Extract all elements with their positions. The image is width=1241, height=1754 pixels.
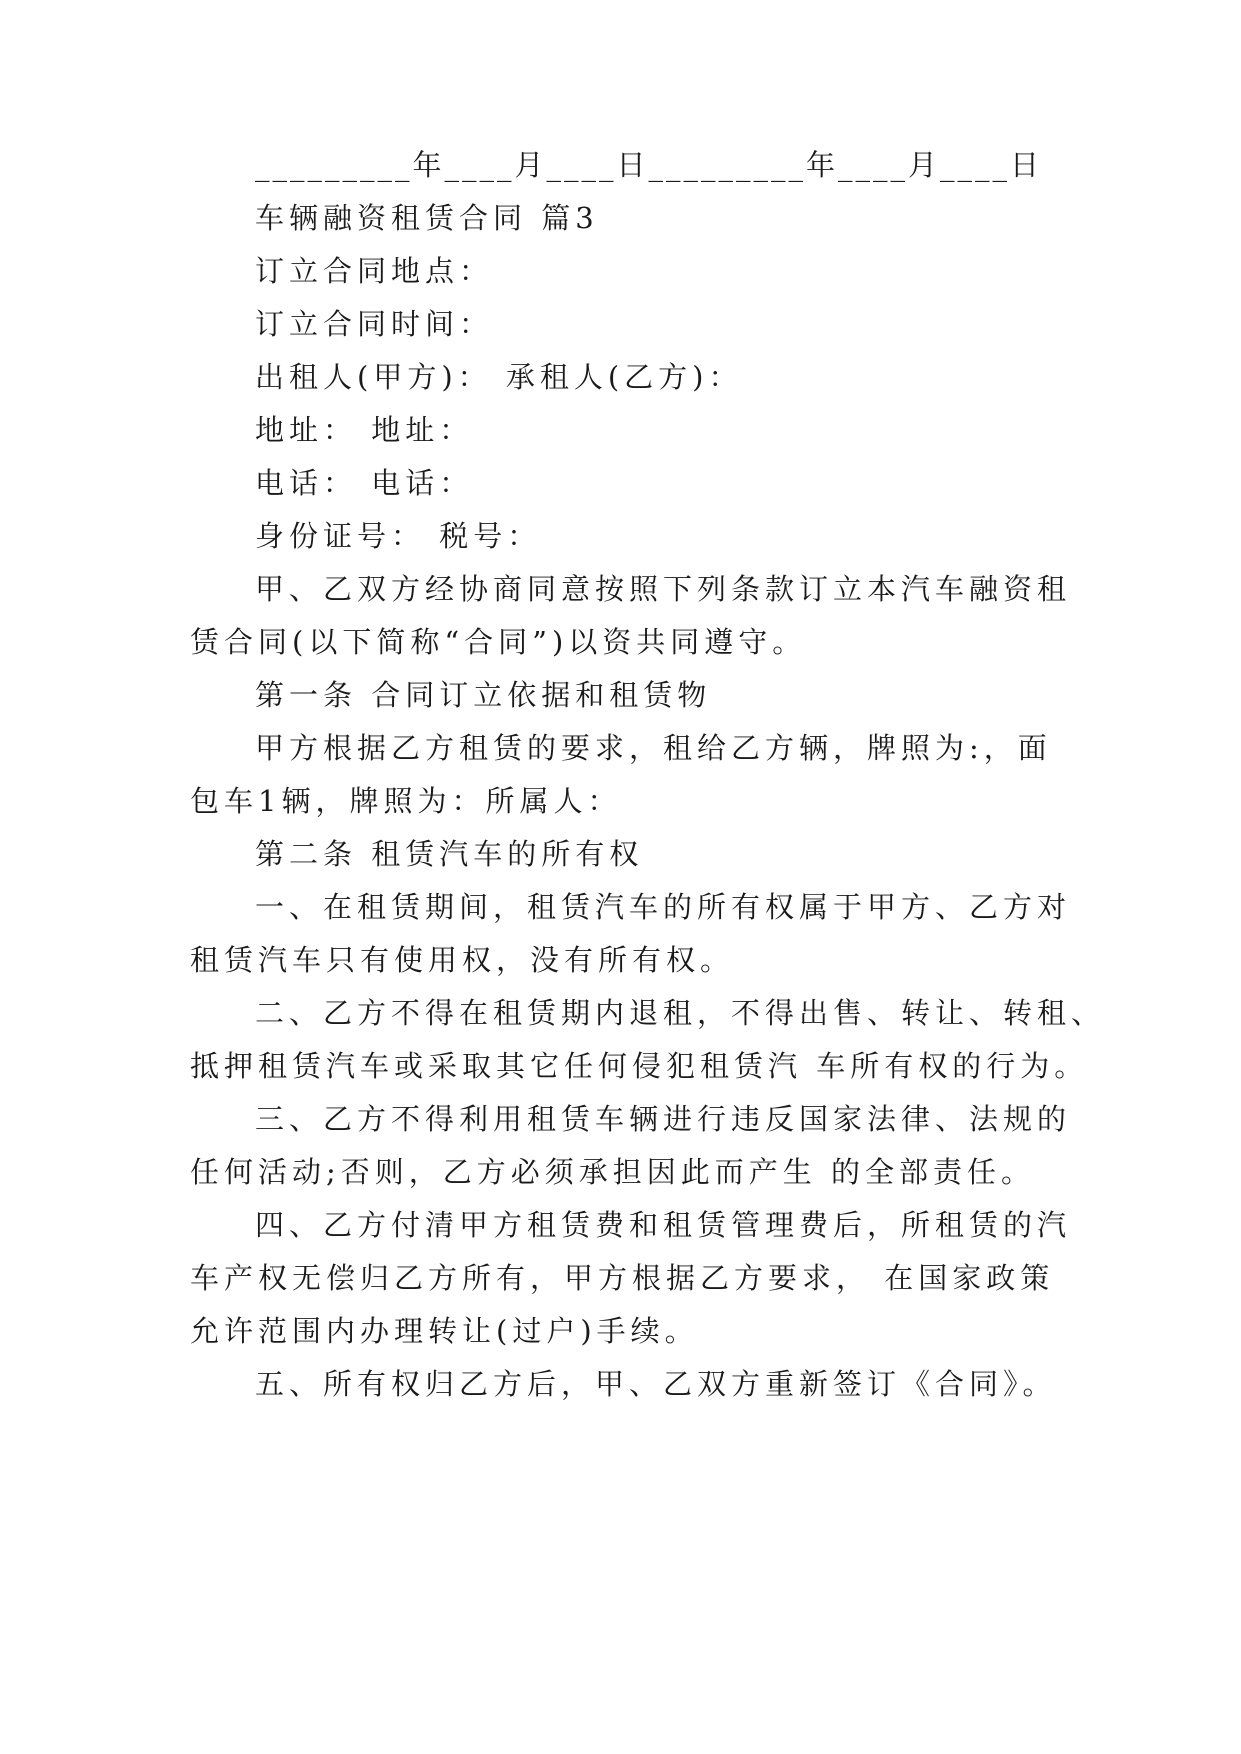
clause-2-line: 二、乙方不得在租赁期内退租，不得出售、转让、转租、 xyxy=(255,996,1106,1030)
article-2-title: 第二条 租赁汽车的所有权 xyxy=(255,837,644,871)
clause-4-line: 允许范围内办理转让(过户)手续。 xyxy=(190,1314,699,1348)
clause-3-line: 三、乙方不得利用租赁车辆进行违反国家法律、法规的 xyxy=(255,1102,1072,1136)
address-field: 地址： 地址： xyxy=(255,413,474,447)
intro-paragraph-line: 甲、乙双方经协商同意按照下列条款订立本汽车融资租 xyxy=(255,572,1072,606)
parties-field: 出租人(甲方)： 承租人(乙方)： xyxy=(255,360,743,394)
article-1-title: 第一条 合同订立依据和租赁物 xyxy=(255,678,712,712)
clause-5-line: 五、所有权归乙方后，甲、乙双方重新签订《合同》。 xyxy=(255,1367,1057,1401)
contract-heading: 车辆融资租赁合同 篇3 xyxy=(255,201,599,235)
id-tax-field: 身份证号： 税号： xyxy=(255,519,542,553)
clause-1-line: 一、在租赁期间，租赁汽车的所有权属于甲方、乙方对 xyxy=(255,890,1072,924)
clause-4-line: 车产权无偿归乙方所有，甲方根据乙方要求， 在国家政策 xyxy=(190,1261,1055,1295)
clause-2-line: 抵押租赁汽车或采取其它任何侵犯租赁汽 车所有权的行为。 xyxy=(190,1049,1089,1083)
clause-1-line: 租赁汽车只有使用权，没有所有权。 xyxy=(190,943,735,977)
phone-field: 电话： 电话： xyxy=(255,466,474,500)
contract-place-field: 订立合同地点： xyxy=(255,254,494,288)
clause-4-line: 四、乙方付清甲方租赁费和租赁管理费后，所租赁的汽 xyxy=(255,1208,1072,1242)
article-1-line: 甲方根据乙方租赁的要求，租给乙方辆，牌照为:，面 xyxy=(255,731,1052,765)
article-1-line: 包车1辆，牌照为：所属人： xyxy=(190,784,622,818)
clause-3-line: 任何活动;否则，乙方必须承担因此而产生 的全部责任。 xyxy=(190,1155,1035,1189)
intro-paragraph-line: 赁合同(以下简称“合同”)以资共同遵守。 xyxy=(190,625,807,659)
signature-date-line: _________年____月____日_________年____月____日 xyxy=(255,148,1043,182)
contract-time-field: 订立合同时间： xyxy=(255,307,494,341)
